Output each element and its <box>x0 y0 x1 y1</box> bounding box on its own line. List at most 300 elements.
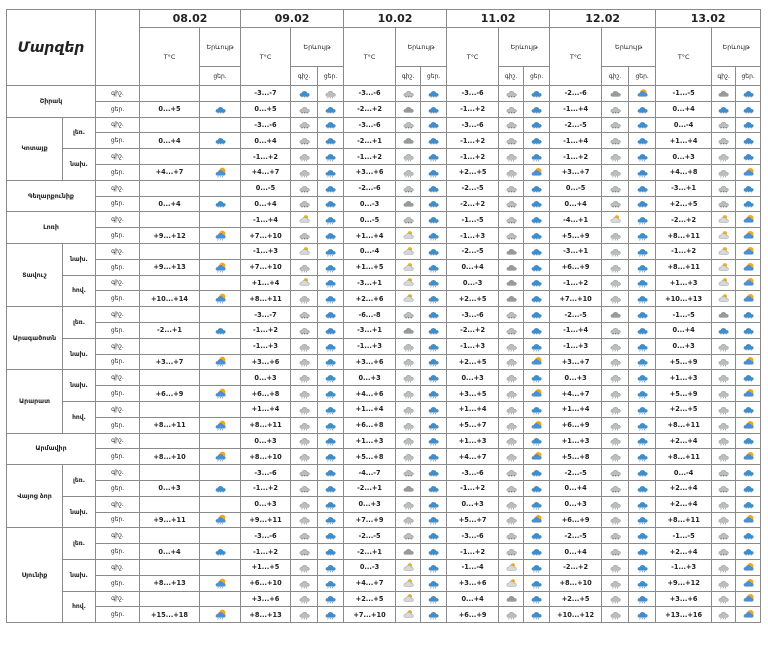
temperature-cell: +7...+10 <box>550 291 602 307</box>
cloud-rain-icon <box>324 500 337 508</box>
cloud-snow-icon <box>324 532 337 540</box>
snow-cloud-icon <box>609 137 622 145</box>
rain-icon <box>609 563 622 571</box>
cloud-sun-dark-icon <box>402 295 415 303</box>
svg-text:* * *: * * * <box>507 111 515 115</box>
temperature-cell: 0...-4 <box>344 243 396 259</box>
weather-header: Երևույթ <box>602 28 656 67</box>
temperature-cell: +13...+16 <box>656 607 712 623</box>
cloud-rain-icon <box>530 595 543 603</box>
svg-text:* * *: * * * <box>300 332 308 336</box>
blank-header-cell <box>96 10 140 86</box>
sun-cloud-icon <box>742 279 755 287</box>
sun-cloud-icon <box>742 168 755 176</box>
rain-icon <box>298 579 311 587</box>
weather-icon-cell <box>396 496 421 512</box>
snow-cloud-icon <box>505 548 518 556</box>
temperature-cell <box>140 433 200 449</box>
table-row <box>7 417 761 433</box>
day-night-label: գիշ. <box>96 212 140 228</box>
rain-icon <box>402 342 415 350</box>
weather-icon-cell <box>318 196 344 212</box>
cloud-rain-icon <box>427 263 440 271</box>
svg-text:* * *: * * * <box>216 332 224 336</box>
cloud-snow-icon <box>530 200 543 208</box>
rain-icon <box>609 500 622 508</box>
svg-text:* * *: * * * <box>638 190 646 194</box>
day-night-label: ցեր. <box>96 354 140 370</box>
svg-text:* * *: * * * <box>430 111 438 115</box>
svg-text:* * *: * * * <box>507 221 515 226</box>
cloud-snow-icon <box>530 279 543 287</box>
weather-header: Երևույթ <box>200 28 241 67</box>
weather-icon-cell <box>629 386 656 402</box>
temperature-cell: -2...+2 <box>447 196 499 212</box>
rain-icon <box>402 405 415 413</box>
svg-text:* * *: * * * <box>430 95 438 99</box>
weather-icon-cell <box>524 401 550 417</box>
weather-icon-cell <box>712 212 736 228</box>
snow-cloud-icon <box>298 105 311 113</box>
svg-text:* * *: * * * <box>507 316 515 321</box>
rain-icon <box>717 579 730 587</box>
rain-icon <box>609 279 622 287</box>
svg-text:* * *: * * * <box>430 537 438 542</box>
svg-text:* * *: * * * <box>507 474 515 479</box>
weather-icon-cell <box>291 433 318 449</box>
snow-cloud-icon <box>505 469 518 477</box>
weather-icon-cell <box>629 354 656 370</box>
svg-text:* * *: * * * <box>327 490 334 494</box>
weather-icon-cell <box>602 291 629 307</box>
weather-icon-cell <box>396 354 421 370</box>
temperature-cell: +9...+11 <box>140 512 200 528</box>
cloud-snow-icon <box>427 326 440 334</box>
cloud-rain-icon <box>427 232 440 240</box>
weather-icon-cell <box>421 449 447 465</box>
temperature-cell: -1...+2 <box>241 544 291 560</box>
weather-icon-cell <box>524 212 550 228</box>
weather-icon-cell <box>736 212 761 228</box>
temperature-cell: +8...+11 <box>241 417 291 433</box>
cloud-rain-icon <box>636 358 649 366</box>
snow-cloud-icon <box>298 484 311 492</box>
cloud-dark-icon <box>402 200 415 208</box>
temperature-cell: 0...+3 <box>447 370 499 386</box>
weather-icon-cell <box>602 433 629 449</box>
svg-text:* * *: * * * <box>327 537 334 542</box>
temperature-cell: 0...+3 <box>550 496 602 512</box>
weather-icon-cell <box>421 386 447 402</box>
cloud-snow-icon <box>636 105 649 113</box>
weather-icon-cell <box>396 180 421 196</box>
weather-icon-cell <box>629 544 656 560</box>
svg-text:* * *: * * * <box>300 490 308 494</box>
temperature-cell: -1...+2 <box>550 275 602 291</box>
snow-cloud-icon <box>717 469 730 477</box>
temperature-cell: +1...+4 <box>344 401 396 417</box>
weather-icon-cell <box>200 512 241 528</box>
rain-icon <box>402 421 415 429</box>
temperature-cell <box>140 465 200 481</box>
temperature-cell: +2...+5 <box>447 164 499 180</box>
temperature-cell: -1...+2 <box>344 149 396 165</box>
svg-text:* * *: * * * <box>720 490 728 494</box>
weather-icon-cell <box>200 133 241 149</box>
rain-icon <box>298 374 311 382</box>
weather-icon-cell <box>200 338 241 354</box>
weather-icon-cell <box>712 259 736 275</box>
weather-icon-cell <box>318 212 344 228</box>
temperature-cell: +7...+10 <box>241 259 291 275</box>
weather-icon-cell <box>524 496 550 512</box>
cloud-snow-icon <box>530 184 543 192</box>
weather-icon-cell <box>524 480 550 496</box>
svg-text:* * *: * * * <box>327 111 334 115</box>
table-row <box>7 228 761 244</box>
weather-icon-cell <box>524 322 550 338</box>
cloud-dark-icon <box>505 279 518 287</box>
rain-icon <box>505 453 518 461</box>
cloud-snow-icon <box>427 200 440 208</box>
cloud-sun-dark-icon <box>717 295 730 303</box>
weather-icon-cell <box>499 338 524 354</box>
weather-icon-cell <box>499 465 524 481</box>
cloud-dark-icon <box>609 311 622 319</box>
temperature-cell: 0...+3 <box>140 480 200 496</box>
cloud-rain-icon <box>324 390 337 398</box>
weather-icon-cell <box>524 433 550 449</box>
snow-cloud-icon <box>298 469 311 477</box>
sun-cloud-icon <box>530 421 543 429</box>
cloud-snow-icon <box>530 137 543 145</box>
svg-text:* * *: * * * <box>720 142 728 147</box>
temperature-cell: -1...-5 <box>447 212 499 228</box>
weather-icon-cell <box>736 322 761 338</box>
weather-icon-cell <box>712 496 736 512</box>
day-night-label: ցեր. <box>96 449 140 465</box>
cloud-rain-icon <box>530 611 543 619</box>
weather-icon-cell <box>736 401 761 417</box>
sun-rain-icon <box>214 390 227 398</box>
weather-icon-cell <box>318 354 344 370</box>
weather-icon-cell <box>291 133 318 149</box>
temperature-cell: 0...+4 <box>656 101 712 117</box>
svg-text:* * *: * * * <box>404 95 412 99</box>
zone-label: հով. <box>63 401 96 433</box>
weather-icon-cell <box>318 180 344 196</box>
weather-icon-cell <box>524 196 550 212</box>
cloud-snow-icon <box>636 137 649 145</box>
rain-icon <box>505 390 518 398</box>
rain-icon <box>609 516 622 524</box>
svg-text:* * *: * * * <box>611 474 619 479</box>
weather-icon-cell <box>200 370 241 386</box>
temperature-cell: 0...+4 <box>447 259 499 275</box>
weather-icon-cell <box>629 480 656 496</box>
svg-text:* * *: * * * <box>430 490 438 494</box>
table-row <box>7 528 761 544</box>
temperature-cell: 0...+4 <box>241 133 291 149</box>
weather-icon-cell <box>318 449 344 465</box>
weather-icon-cell <box>629 607 656 623</box>
cloud-rain-icon <box>324 216 337 224</box>
weather-icon-cell <box>291 449 318 465</box>
day-night-label: գիշ. <box>96 496 140 512</box>
weather-icon-cell <box>499 480 524 496</box>
svg-text:* * *: * * * <box>404 127 412 131</box>
temperature-cell: -3...-6 <box>447 465 499 481</box>
svg-text:* * *: * * * <box>404 474 412 479</box>
cloud-snow-icon <box>427 469 440 477</box>
temperature-cell: +3...+7 <box>550 164 602 180</box>
cloud-rain-icon <box>636 279 649 287</box>
weather-icon-cell <box>318 307 344 323</box>
cloud-dark-icon <box>505 247 518 255</box>
cloud-rain-icon <box>636 295 649 303</box>
temperature-cell: 0...-3 <box>447 275 499 291</box>
temperature-cell: +6...+10 <box>241 575 291 591</box>
rain-icon <box>609 295 622 303</box>
svg-text:* * *: * * * <box>744 348 752 352</box>
svg-text:* * *: * * * <box>300 206 308 210</box>
forecast-container <box>6 9 761 623</box>
temperature-cell: +4...+7 <box>447 449 499 465</box>
weather-icon-cell <box>421 243 447 259</box>
temperature-cell: -2...-5 <box>550 307 602 323</box>
cloud-snow-icon <box>214 105 227 113</box>
day-night-label: գիշ. <box>96 117 140 133</box>
day-subheader: ցեր. <box>318 67 344 86</box>
zone-label: նախ. <box>63 243 96 275</box>
cloud-snow-icon <box>636 326 649 334</box>
day-night-label: ցեր. <box>96 164 140 180</box>
weather-icon-cell <box>421 322 447 338</box>
table-row <box>7 180 761 196</box>
temperature-cell: +8...+13 <box>140 575 200 591</box>
temperature-cell: -2...+1 <box>344 480 396 496</box>
cloud-snow-icon <box>636 311 649 319</box>
table-row <box>7 354 761 370</box>
weather-icon-cell <box>499 275 524 291</box>
cloud-snow-icon <box>324 105 337 113</box>
cloud-rain-icon <box>427 295 440 303</box>
cloud-rain-icon <box>324 247 337 255</box>
table-row <box>7 575 761 591</box>
snow-cloud-icon <box>717 137 730 145</box>
svg-text:* * *: * * * <box>744 142 752 147</box>
svg-text:* * *: * * * <box>327 474 334 479</box>
zone-label: նախ. <box>63 338 96 370</box>
svg-text:* * *: * * * <box>611 190 619 194</box>
cloud-sun-dark-icon <box>609 216 622 224</box>
temperature-cell: +5...+9 <box>550 228 602 244</box>
rain-icon <box>298 437 311 445</box>
weather-icon-cell <box>499 228 524 244</box>
svg-text:* * *: * * * <box>533 537 541 542</box>
weather-icon-cell <box>524 607 550 623</box>
snow-cloud-icon <box>505 89 518 97</box>
temperature-cell: +10...+12 <box>550 607 602 623</box>
weather-icon-cell <box>291 338 318 354</box>
cloud-rain-icon <box>530 342 543 350</box>
region-name: Գեղարքունիք <box>7 180 96 212</box>
snow-cloud-icon <box>609 200 622 208</box>
cloud-rain-icon <box>636 342 649 350</box>
weather-icon-cell <box>712 101 736 117</box>
weather-icon-cell <box>291 291 318 307</box>
rain-icon <box>505 153 518 161</box>
svg-text:* * *: * * * <box>720 127 728 131</box>
day-subheader: ցեր. <box>421 67 447 86</box>
day-night-label: ցեր. <box>96 575 140 591</box>
temperature-cell: +7...+10 <box>241 228 291 244</box>
weather-icon-cell <box>602 275 629 291</box>
weather-icon-cell <box>736 117 761 133</box>
rain-icon <box>609 390 622 398</box>
weather-icon-cell <box>200 149 241 165</box>
day-night-label: ցեր. <box>96 480 140 496</box>
sun-rain-icon <box>214 168 227 176</box>
svg-text:* * *: * * * <box>507 95 515 99</box>
weather-icon-cell <box>524 275 550 291</box>
temperature-cell: 0...+3 <box>656 338 712 354</box>
temperature-cell: -1...+2 <box>550 149 602 165</box>
region-name: Տավուշ <box>7 243 63 306</box>
rain-icon <box>505 405 518 413</box>
svg-text:* * *: * * * <box>720 111 728 115</box>
sun-cloud-icon <box>530 358 543 366</box>
table-row <box>7 338 761 354</box>
svg-text:* * *: * * * <box>744 411 752 415</box>
sun-cloud-icon <box>742 390 755 398</box>
table-row <box>7 465 761 481</box>
svg-text:* * *: * * * <box>533 474 541 479</box>
cloud-snow-icon <box>742 121 755 129</box>
temperature-cell: 0...-4 <box>656 465 712 481</box>
cloud-sun-dark-icon <box>402 563 415 571</box>
cloud-rain-icon <box>324 563 337 571</box>
cloud-snow-icon <box>530 548 543 556</box>
cloud-rain-icon <box>427 437 440 445</box>
temperature-cell: +2...+5 <box>656 401 712 417</box>
weather-icon-cell <box>602 417 629 433</box>
temperature-cell: +1...+4 <box>241 401 291 417</box>
sun-cloud-icon <box>742 232 755 240</box>
weather-icon-cell <box>602 386 629 402</box>
weather-icon-cell <box>499 212 524 228</box>
svg-text:* * *: * * * <box>533 221 541 226</box>
cloud-snow-icon <box>214 484 227 492</box>
temperature-cell: +9...+12 <box>140 228 200 244</box>
cloud-rain-icon <box>427 279 440 287</box>
temperature-cell: +8...+11 <box>656 449 712 465</box>
weather-icon-cell <box>318 496 344 512</box>
cloud-rain-icon <box>427 421 440 429</box>
weather-icon-cell <box>602 559 629 575</box>
weather-icon-cell <box>736 607 761 623</box>
weather-icon-cell <box>629 322 656 338</box>
cloud-sun-dark-icon <box>717 263 730 271</box>
svg-text:* * *: * * * <box>533 237 541 242</box>
weather-icon-cell <box>499 544 524 560</box>
weather-icon-cell <box>602 449 629 465</box>
sun-rain-icon <box>214 453 227 461</box>
cloud-sun-dark-icon <box>717 247 730 255</box>
cloud-snow-icon <box>742 89 755 97</box>
cloud-rain-icon <box>636 153 649 161</box>
weather-icon-cell <box>499 370 524 386</box>
weather-icon-cell <box>396 291 421 307</box>
cloud-rain-icon <box>636 563 649 571</box>
temperature-cell: 0...+4 <box>140 544 200 560</box>
weather-icon-cell <box>602 243 629 259</box>
cloud-snow-icon <box>742 500 755 508</box>
cloud-snow-icon <box>530 326 543 334</box>
weather-icon-cell <box>291 386 318 402</box>
cloud-rain-icon <box>636 247 649 255</box>
weather-icon-cell <box>712 164 736 180</box>
sun-cloud-icon <box>742 295 755 303</box>
temperature-cell: +5...+7 <box>447 512 499 528</box>
weather-icon-cell <box>396 401 421 417</box>
temperature-cell: -2...+2 <box>344 101 396 117</box>
sun-cloud-icon <box>530 168 543 176</box>
temperature-cell: +2...+4 <box>656 433 712 449</box>
svg-text:* * *: * * * <box>327 332 334 336</box>
weather-icon-cell <box>736 228 761 244</box>
svg-text:* * *: * * * <box>611 537 619 542</box>
temperature-cell: +3...+7 <box>550 354 602 370</box>
cloud-snow-icon <box>530 263 543 271</box>
cloud-snow-icon <box>427 548 440 556</box>
weather-icon-cell <box>200 480 241 496</box>
weather-icon-cell <box>421 149 447 165</box>
rain-icon <box>298 453 311 461</box>
weather-icon-cell <box>629 164 656 180</box>
rain-icon <box>298 405 311 413</box>
temperature-cell: -1...-5 <box>656 307 712 323</box>
snow-cloud-icon <box>717 121 730 129</box>
svg-text:* * *: * * * <box>611 553 619 557</box>
svg-text:* * *: * * * <box>300 537 308 542</box>
temperature-cell: 0...+4 <box>550 480 602 496</box>
cloud-snow-icon <box>636 184 649 192</box>
cloud-snow-icon <box>427 247 440 255</box>
weather-icon-cell <box>524 575 550 591</box>
weather-icon-cell <box>421 338 447 354</box>
cloud-sun-dark-icon <box>298 247 311 255</box>
rain-icon <box>717 500 730 508</box>
temperature-cell: -3...-6 <box>344 86 396 102</box>
weather-icon-cell <box>396 164 421 180</box>
weather-icon-cell <box>318 149 344 165</box>
weather-icon-cell <box>524 259 550 275</box>
temperature-cell: -1...+4 <box>550 322 602 338</box>
temperature-cell: +6...+8 <box>344 417 396 433</box>
temperature-cell: +4...+7 <box>140 164 200 180</box>
weather-icon-cell <box>524 164 550 180</box>
weather-icon-cell <box>629 591 656 607</box>
weather-icon-cell <box>712 528 736 544</box>
weather-icon-cell <box>736 591 761 607</box>
temperature-cell: +3...+6 <box>241 591 291 607</box>
table-row <box>7 607 761 623</box>
weather-icon-cell <box>602 164 629 180</box>
day-night-label: գիշ. <box>96 401 140 417</box>
temperature-cell: +1...+4 <box>344 228 396 244</box>
weather-icon-cell <box>629 228 656 244</box>
